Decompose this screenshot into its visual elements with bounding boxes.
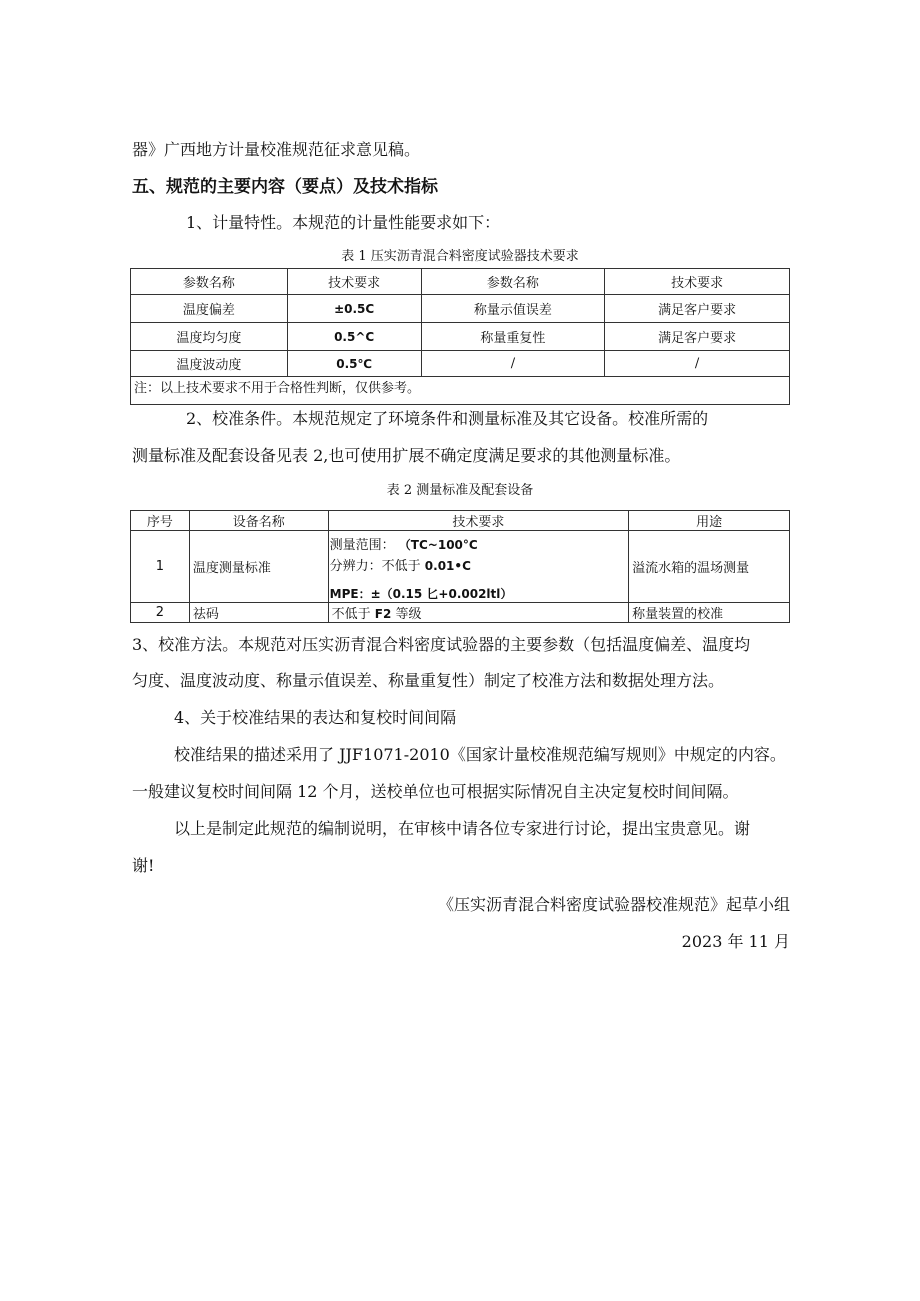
item-2-line-1: 2、校准条件。本规范规定了环境条件和测量标准及其它设备。校准所需的 — [186, 409, 709, 428]
table-row — [131, 511, 790, 531]
table-cell: 祛码 — [189, 603, 328, 623]
table-header-cell: 技术要求 — [605, 269, 790, 295]
table-cell: 温度波动度 — [131, 351, 288, 377]
table-cell: 温度测量标准 — [189, 531, 328, 603]
table-header-cell: 用途 — [629, 511, 790, 531]
table-header-cell: 技术要求 — [328, 511, 629, 531]
table-2-caption: 表 2 测量标准及配套设备 — [386, 483, 534, 498]
item-4-para-line-1: 校准结果的描述采用了 JJF1071-2010《国家计量校准规范编写规则》中规定的内容。 — [174, 745, 786, 764]
item-4-para-line-2: 一般建议复校时间间隔 12 个月，送校单位也可根据实际情况自主决定复校时间间隔。 — [132, 782, 739, 801]
table-cell: 称量重复性 — [421, 323, 605, 351]
table-cell: 0.5℃ — [287, 351, 421, 377]
date: 2023 年 11 月 — [681, 932, 790, 951]
table-cell: 称量示值误差 — [421, 295, 605, 323]
closing-line-2: 谢! — [132, 856, 155, 875]
measurement-range: 测量范围： （TC~100°C — [329, 537, 478, 553]
table-cell: 不低于 F2 等级 — [328, 603, 629, 623]
table-header-cell: 参数名称 — [131, 269, 288, 295]
table-cell: 2 — [131, 603, 190, 623]
item-1: 1、计量特性。本规范的计量性能要求如下： — [186, 213, 501, 232]
table-1-caption: 表 1 压实沥青混合料密度试验器技术要求 — [341, 249, 579, 264]
table-cell: ±0.5C — [287, 295, 421, 323]
item-3-line-1: 3、校准方法。本规范对压实沥青混合料密度试验器的主要参数（包括温度偏差、温度均 — [132, 635, 751, 654]
closing-line-1: 以上是制定此规范的编制说明，在审核中请各位专家进行讨论，提出宝贵意见。谢 — [174, 819, 751, 838]
item-2-line-2: 测量标准及配套设备见表 2,也可使用扩展不确定度满足要求的其他测量标准。 — [132, 446, 681, 465]
table-cell: 溢流水箱的温场测量 — [629, 531, 790, 603]
mpe: MPE：±（0.15 匕+0.002ltl） — [329, 586, 513, 599]
table-2 — [130, 510, 790, 623]
item-4: 4、关于校准结果的表达和复校时间间隔 — [174, 708, 457, 727]
table-cell: 0.5^C — [287, 323, 421, 351]
item-3-line-2: 匀度、温度波动度、称量示值误差、称量重复性）制定了校准方法和数据处理方法。 — [132, 671, 725, 690]
table-cell: / — [421, 351, 605, 377]
tech-requirements-cell — [328, 531, 629, 603]
table-cell: 称量装置的校准 — [629, 603, 790, 623]
resolution: 分辨力：不低于 0.01•C — [329, 558, 471, 574]
table-row — [131, 269, 790, 295]
intro-line: 器》广西地方计量校准规范征求意见稿。 — [132, 140, 421, 159]
table-1 — [130, 268, 790, 405]
table-row — [131, 323, 790, 351]
table-cell: 温度偏差 — [131, 295, 288, 323]
table-cell: / — [605, 351, 790, 377]
table-header-cell: 参数名称 — [421, 269, 605, 295]
table-cell: 满足客户要求 — [605, 323, 790, 351]
table-row — [131, 295, 790, 323]
table-header-cell: 设备名称 — [189, 511, 328, 531]
section-heading: 五、规范的主要内容（要点）及技术指标 — [132, 177, 438, 197]
signature: 《压实沥青混合料密度试验器校准规范》起草小组 — [437, 895, 790, 914]
table-row — [131, 377, 790, 405]
table-row — [131, 531, 790, 603]
table-cell: 满足客户要求 — [605, 295, 790, 323]
table-header-cell: 技术要求 — [287, 269, 421, 295]
table-note: 注：以上技术要求不用于合格性判断，仅供参考。 — [131, 377, 790, 405]
table-row — [131, 351, 790, 377]
table-cell: 温度均匀度 — [131, 323, 288, 351]
table-cell: 1 — [131, 531, 190, 603]
table-row — [131, 603, 790, 623]
table-header-cell: 序号 — [131, 511, 190, 531]
